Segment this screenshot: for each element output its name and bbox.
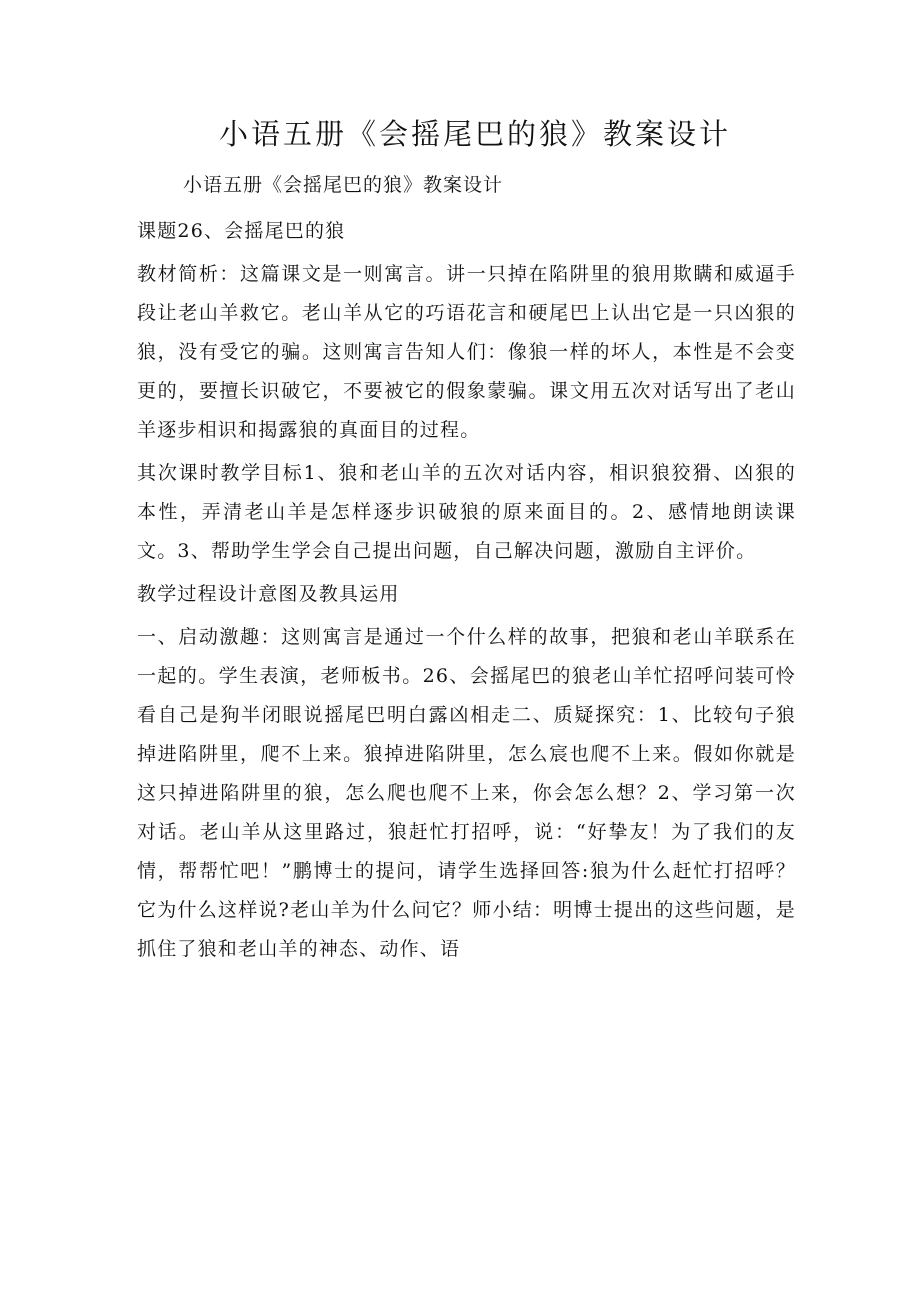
teaching-goals-paragraph: 其次课时教学目标1、狼和老山羊的五次对话内容，相识狼狡猾、凶狠的本性，弄清老山羊是怎样逐步识破狼的原来面目的。2、感情地朗读课文。3、帮助学生学会自己提出问题，自己解决问题，激励自主评价。 (137, 462, 796, 562)
process-heading-paragraph: 教学过程设计意图及教具运用 (137, 583, 400, 605)
document-subtitle: 小语五册《会摇尾巴的狼》教案设计 (183, 174, 504, 196)
topic-paragraph: 课题26、会摇尾巴的狼 (137, 220, 346, 242)
process-body-paragraph: 一、启动激趣：这则寓言是通过一个什么样的故事，把狼和老山羊联系在一起的。学生表演，老师板书。26、会摇尾巴的狼老山羊忙招呼问装可怜看自己是狗半闭眼说摇尾巴明白露凶相走二、质疑探究：1、比较句子狼掉进陷阱里，爬不上来。狼掉进陷阱里，怎么宸也爬不上来。假如你就是这只掉进陷阱里的狼，怎么爬也爬不上来，你会怎么想？2、学习第一次对话。老山羊从这里路过，狼赶忙打招呼，说：“好挚友！为了我们的友情，帮帮忙吧！”鹏博士的提问，请学生选择回答:狼为什么赶忙打招呼？它为什么这样说?老山羊为什么问它？师小结：明博士提出的这些问题，是抓住了狼和老山羊的神态、动作、语 (137, 626, 796, 960)
material-analysis-paragraph: 教材简析：这篇课文是一则寓言。讲一只掉在陷阱里的狼用欺瞒和威逼手段让老山羊救它。老山羊从它的巧语花言和硬尾巴上认出它是一只凶狠的狼，没有受它的骗。这则寓言告知人们：像狼一样的坏人，本性是不会变更的，要擅长识破它，不要被它的假象蒙骗。课文用五次对话写出了老山羊逐步相识和揭露狼的真面目的过程。 (137, 263, 796, 441)
document-title: 小语五册《会摇尾巴的狼》教案设计 (219, 117, 732, 151)
